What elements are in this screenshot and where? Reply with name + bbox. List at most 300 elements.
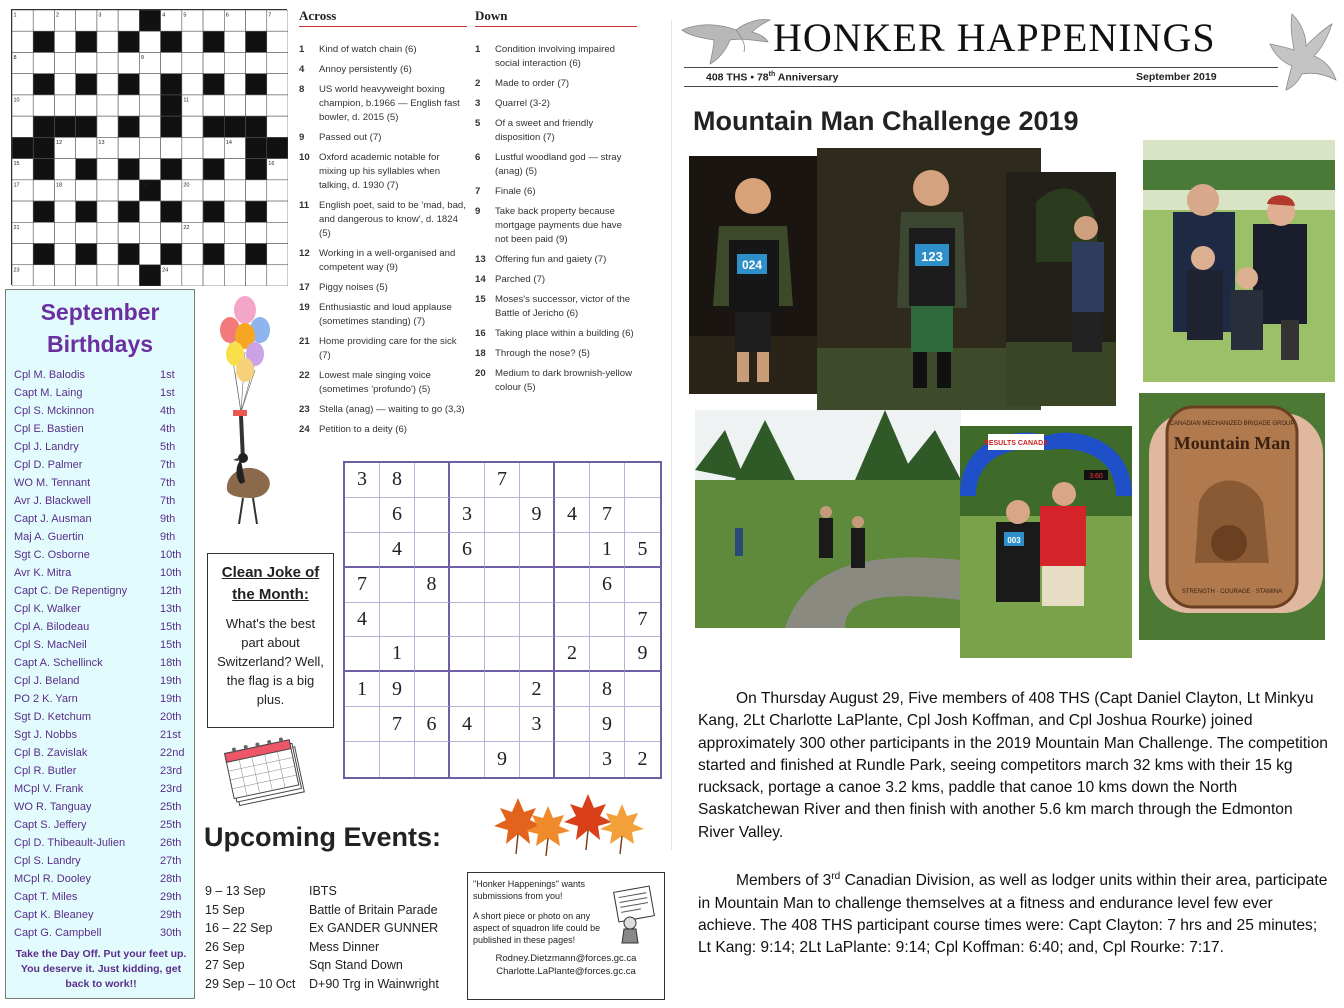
clue-text: Passed out (7) (319, 132, 382, 143)
email-rodney[interactable]: Rodney.Dietzmann@forces.gc.ca (495, 953, 637, 964)
crossword-cell (54, 52, 75, 73)
crossword-cell (224, 31, 245, 52)
clue-number: 3 (475, 98, 481, 109)
birthday-day: 1st (160, 387, 175, 399)
across-clue (299, 301, 467, 329)
crossword-black-cell (246, 116, 267, 137)
crossword-cell (182, 74, 203, 95)
sudoku-cell (415, 742, 450, 777)
sudoku-cell (520, 742, 555, 777)
birthday-row (14, 546, 186, 564)
event-row (205, 882, 465, 901)
sudoku-cell (485, 603, 520, 638)
crossword-number: 11 (183, 97, 190, 104)
crossword-black-cell (33, 31, 54, 52)
birthday-day: 23rd (160, 765, 183, 777)
crossword-cell (97, 116, 118, 137)
clue-text: Lustful woodland god — stray (anag) (5) (495, 152, 622, 177)
crossword-cell (97, 180, 118, 201)
sudoku-cell (625, 498, 660, 533)
crossword-black-cell (76, 244, 97, 265)
crossword-cell (203, 180, 224, 201)
crossword-cell (33, 222, 54, 243)
down-clue (475, 347, 637, 361)
sudoku-cell (555, 568, 590, 603)
across-clue (299, 369, 467, 397)
sudoku-cell (520, 463, 555, 498)
clue-number: 11 (299, 200, 310, 211)
birthday-day: 30th (160, 927, 182, 939)
sudoku-cell (485, 533, 520, 568)
crossword-black-cell (267, 137, 288, 158)
clue-number: 12 (299, 248, 310, 259)
birthday-name: Sgt C. Osborne (14, 549, 90, 561)
crossword-cell (182, 201, 203, 222)
crossword-cell (246, 180, 267, 201)
crossword-black-cell (118, 201, 139, 222)
sudoku-cell (520, 637, 555, 672)
photo-finish-line (960, 426, 1132, 658)
crossword-black-cell (33, 159, 54, 180)
clue-text: English poet, said to be 'mad, bad, and dangerous to know', d. 1824 (5) (319, 200, 466, 239)
crossword-cell (33, 265, 54, 286)
crossword-cell (224, 180, 245, 201)
crossword-black-cell (33, 116, 54, 137)
crossword-cell (246, 10, 267, 31)
crossword-cell (76, 137, 97, 158)
across-clue (299, 247, 467, 275)
crossword-black-cell (12, 137, 33, 158)
sudoku-cell (485, 568, 520, 603)
sudoku-cell: 4 (380, 533, 415, 568)
crossword-black-cell (118, 31, 139, 52)
crossword-cell (76, 180, 97, 201)
crossword-cell (182, 52, 203, 73)
anniversary-number: 78 (756, 71, 769, 84)
clue-number: 13 (475, 254, 486, 265)
crossword-black-cell (33, 74, 54, 95)
submissions-intro: "Honker Happenings" wants submissions from you! (473, 879, 585, 901)
sudoku-cell (590, 603, 625, 638)
clue-text: Stella (anag) — waiting to go (3,3) (319, 404, 465, 415)
sudoku-cell (485, 707, 520, 742)
bib-003: 003 (1007, 536, 1021, 545)
clue-number: 2 (475, 78, 481, 89)
sudoku-cell: 8 (380, 463, 415, 498)
sudoku-cell: 3 (520, 707, 555, 742)
across-clue (299, 43, 467, 57)
crossword-cell (33, 10, 54, 31)
crossword-cell (139, 222, 160, 243)
clue-number: 4 (299, 64, 305, 75)
bib-024: 024 (741, 258, 763, 272)
crossword-cell (54, 95, 75, 116)
clue-number: 18 (475, 348, 486, 359)
birthday-day: 27th (160, 855, 182, 867)
crossword-cell (12, 201, 33, 222)
clue-text: Take back property because mortgage payments due have not been paid (9) (495, 206, 622, 245)
across-clue (299, 151, 467, 193)
clue-text: Made to order (7) (495, 78, 570, 89)
birthday-day: 25th (160, 819, 182, 831)
clue-text: Quarrel (3-2) (495, 98, 550, 109)
crossword-cell (139, 95, 160, 116)
birthday-day: 4th (160, 405, 176, 417)
crossword-number: 10 (13, 97, 20, 104)
birthday-day: 10th (160, 549, 182, 561)
crossword-cell (97, 31, 118, 52)
crossword-black-cell (161, 116, 182, 137)
clue-number: 21 (299, 336, 310, 347)
email-charlotte[interactable]: Charlotte.LaPlante@forces.gc.ca (496, 966, 636, 977)
crossword-cell (267, 222, 288, 243)
sudoku-cell: 3 (345, 463, 380, 498)
birthday-day: 28th (160, 873, 182, 885)
birthday-list (14, 366, 186, 942)
down-clues (475, 8, 637, 401)
sudoku-cell: 6 (590, 568, 625, 603)
crossword-cell (54, 244, 75, 265)
birthday-name: Maj A. Guertin (14, 531, 84, 543)
crossword-number: 7 (268, 12, 272, 19)
submissions-box (467, 872, 665, 1000)
sudoku-cell: 8 (415, 568, 450, 603)
crossword-number: 1 (13, 12, 17, 19)
rising-goose-icon (1262, 10, 1340, 92)
sudoku-cell (625, 463, 660, 498)
flying-goose-icon (680, 8, 772, 66)
crossword-black-cell (203, 74, 224, 95)
across-clue (299, 281, 467, 295)
birthday-row (14, 888, 186, 906)
clue-number: 23 (299, 404, 310, 415)
birthday-name: WO R. Tanguay (14, 801, 92, 813)
birthday-name: Cpl S. MacNeil (14, 639, 87, 651)
crossword-cell (12, 74, 33, 95)
crossword-number: 16 (268, 161, 275, 168)
sudoku-cell (450, 742, 485, 777)
sudoku-cell (555, 603, 590, 638)
photo-trail-march (695, 410, 961, 628)
crossword-cell (267, 74, 288, 95)
crossword-cell (203, 10, 224, 31)
event-name: Mess Dinner (309, 939, 380, 954)
crossword-cell (33, 95, 54, 116)
arch-text: RESULTS CANADA (983, 440, 1049, 447)
anniversary-suffix: th (768, 71, 776, 78)
birthday-day: 7th (160, 477, 176, 489)
birthday-row (14, 744, 186, 762)
birthday-row (14, 510, 186, 528)
crossword-number: 5 (183, 12, 187, 19)
crossword-number: 13 (98, 139, 105, 146)
crossword-black-cell (33, 137, 54, 158)
crossword-number: 3 (98, 12, 102, 19)
sudoku-cell: 5 (625, 533, 660, 568)
crossword-cell (118, 180, 139, 201)
crossword-cell (246, 265, 267, 286)
clue-text: Lowest male singing voice (sometimes 'profundo') (5) (319, 370, 431, 395)
clue-text: Taking place within a building (6) (495, 328, 634, 339)
crossword-black-cell (203, 201, 224, 222)
birthday-day: 15th (160, 639, 182, 651)
paragraph-2-rest: Canadian Division, as well as lodger units within their area, participate in Mountain Man to challenge themselves at a fitness and endurance level few ever achieve. The 408 THS participant course times were: Capt Clayton: 7 hrs and 25 minutes; Lt Kang: 9:14; 2Lt LaPlante: 9:14; Cpl Koffman: 6:40; and, Cpl Rourke: 7:17. (698, 872, 1328, 957)
birthday-name: Capt A. Schellinck (14, 657, 103, 669)
crossword-cell (267, 180, 288, 201)
crossword-number: 19 (140, 182, 148, 189)
crossword-black-cell (76, 159, 97, 180)
event-date: 9 – 13 Sep (205, 884, 266, 898)
crossword-cell (139, 137, 160, 158)
crossword-cell (97, 222, 118, 243)
sudoku-cell (345, 742, 380, 777)
sudoku-cell: 1 (380, 637, 415, 672)
crossword-cell (76, 52, 97, 73)
sudoku-cell: 7 (625, 603, 660, 638)
event-row (205, 975, 465, 994)
birthday-day: 19th (160, 693, 182, 705)
crossword-black-cell (246, 137, 267, 158)
crossword-number: 8 (13, 54, 17, 61)
crossword-number: 23 (13, 267, 20, 274)
birthday-row (14, 636, 186, 654)
sudoku-cell (345, 498, 380, 533)
birthday-day: 29th (160, 891, 182, 903)
across-clue (299, 131, 467, 145)
column-divider (671, 20, 672, 850)
crossword-cell (33, 180, 54, 201)
clue-text: Annoy persistently (6) (319, 64, 412, 75)
sudoku-cell: 7 (485, 463, 520, 498)
event-name: IBTS (309, 884, 337, 898)
sudoku-cell (520, 568, 555, 603)
birthday-name: MCpl V. Frank (14, 783, 84, 795)
crossword-black-cell (161, 31, 182, 52)
crossword-number: 24 (162, 267, 169, 274)
crossword-cell (161, 180, 182, 201)
article-paragraph-1: On Thursday August 29, Five members of 408 THS (Capt Daniel Clayton, Lt Minkyu Kang, 2Lt Charlotte LaPlante, Cpl Josh Koffman, and Cpl Joshua Rourke) joined approximately 300 other participants in the 2019 Mountain Man Challenge. The competition started and finished at Rundle Park, seeing competitors march 32 kms with their 15 kg rucksack, portage a canoe 3.2 kms, paddle that canoe 10 kms down the North Saskatchewan River and then finish with another 5.6 km march through the Edmonton River Valley. (698, 690, 1328, 841)
sudoku-cell (345, 637, 380, 672)
clue-number: 10 (299, 152, 310, 163)
clue-text: Offering fun and gaiety (7) (495, 254, 607, 265)
crossword-cell (224, 52, 245, 73)
birthday-day: 10th (160, 567, 182, 579)
birthday-row (14, 438, 186, 456)
crossword-black-cell (161, 74, 182, 95)
sudoku-cell: 7 (345, 568, 380, 603)
sudoku-cell: 1 (590, 533, 625, 568)
sudoku-cell: 9 (520, 498, 555, 533)
clue-text: Kind of watch chain (6) (319, 44, 417, 55)
newsletter-masthead: HONKER HAPPENINGS (773, 15, 1216, 60)
crossword-cell (12, 116, 33, 137)
birthday-row (14, 834, 186, 852)
photo-medal (1139, 393, 1325, 640)
down-heading: Down (475, 8, 637, 27)
birthday-name: Capt M. Laing (14, 387, 83, 399)
birthdays-title: September Birthdays (40, 299, 160, 357)
crossword-cell (182, 244, 203, 265)
sudoku-cell (415, 603, 450, 638)
down-clue (475, 293, 637, 321)
sudoku-cell: 4 (450, 707, 485, 742)
crossword-cell (97, 95, 118, 116)
birthday-name: Capt T. Miles (14, 891, 78, 903)
birthday-name: Cpl S. Mckinnon (14, 405, 95, 417)
crossword-black-cell (203, 159, 224, 180)
birthday-row (14, 906, 186, 924)
clue-number: 20 (475, 368, 486, 379)
medal-title: Mountain Man (1173, 433, 1291, 453)
crossword-cell (139, 201, 160, 222)
clue-text: Parched (7) (495, 274, 546, 285)
clue-text: Oxford academic notable for mixing up his syllables when talking, d. 1930 (7) (319, 152, 441, 191)
sudoku-puzzle (343, 461, 662, 779)
crossword-cell (139, 116, 160, 137)
sudoku-cell: 3 (590, 742, 625, 777)
crossword-cell (118, 222, 139, 243)
birthday-row (14, 924, 186, 942)
crossword-black-cell (76, 201, 97, 222)
crossword-cell (224, 244, 245, 265)
crossword-cell (97, 52, 118, 73)
crossword-cell (118, 137, 139, 158)
crossword-black-cell (139, 10, 160, 31)
across-clue (299, 63, 467, 77)
sudoku-cell (485, 672, 520, 707)
newspaper-reader-icon (610, 885, 658, 947)
birthday-day: 21st (160, 729, 181, 741)
birthday-name: Sgt J. Nobbs (14, 729, 77, 741)
sudoku-cell (415, 672, 450, 707)
crossword-black-cell (246, 201, 267, 222)
events-title: Upcoming Events: (204, 822, 442, 852)
clue-number: 7 (475, 186, 481, 197)
crossword-cell (224, 74, 245, 95)
crossword-cell (76, 95, 97, 116)
joke-box (207, 553, 334, 728)
birthday-row (14, 780, 186, 798)
clue-number: 5 (475, 118, 481, 129)
crossword-number: 21 (13, 224, 20, 231)
birthday-row (14, 402, 186, 420)
sudoku-cell (415, 498, 450, 533)
birthday-name: Cpl R. Butler (14, 765, 77, 777)
clue-text: Moses's successor, victor of the Battle of Jericho (6) (495, 294, 631, 319)
crossword-cell (203, 137, 224, 158)
crossword-cell (182, 159, 203, 180)
clue-number: 1 (475, 44, 481, 55)
birthdays-panel (5, 289, 195, 999)
anniversary-word: Anniversary (777, 71, 839, 84)
article-title: Mountain Man Challenge 2019 (693, 106, 1079, 136)
crossword-cell (12, 31, 33, 52)
sudoku-cell (345, 533, 380, 568)
birthday-name: Avr K. Mitra (14, 567, 72, 579)
sudoku-cell (625, 707, 660, 742)
crossword-cell (224, 222, 245, 243)
crossword-black-cell (54, 116, 75, 137)
crossword-black-cell (246, 31, 267, 52)
birthday-day: 23rd (160, 783, 183, 795)
birthday-row (14, 762, 186, 780)
crossword-cell (118, 265, 139, 286)
crossword-black-cell (76, 74, 97, 95)
crossword-cell (97, 265, 118, 286)
sudoku-cell (415, 463, 450, 498)
crossword-cell (118, 10, 139, 31)
medal-top-text: CANADIAN MECHANIZED BRIGADE GROUP (1169, 421, 1295, 427)
crossword-black-cell (118, 74, 139, 95)
crossword-cell (97, 244, 118, 265)
sudoku-cell: 6 (450, 533, 485, 568)
crossword-black-cell (118, 116, 139, 137)
sudoku-cell (485, 498, 520, 533)
sudoku-cell: 1 (345, 672, 380, 707)
issue-unit: 408 THS • 78th Anniversary (706, 71, 839, 84)
birthday-name: PO 2 K. Yarn (14, 693, 78, 705)
clue-number: 24 (299, 424, 310, 435)
clue-text: Medium to dark brownish-yellow colour (5) (495, 368, 633, 393)
across-clue (299, 423, 467, 437)
clue-number: 19 (299, 302, 310, 313)
crossword-cell (267, 201, 288, 222)
crossword-cell (203, 265, 224, 286)
down-clue (475, 77, 637, 91)
crossword-cell (182, 137, 203, 158)
birthday-row (14, 798, 186, 816)
event-date: 26 Sep (205, 939, 245, 954)
crossword-number: 2 (55, 12, 60, 19)
birthday-day: 12th (160, 585, 182, 597)
crossword-cell (224, 159, 245, 180)
crossword-cell (267, 116, 288, 137)
down-clue (475, 367, 637, 395)
clue-number: 9 (299, 132, 305, 143)
crossword-black-cell (161, 159, 182, 180)
sudoku-cell: 4 (555, 498, 590, 533)
clue-number: 16 (475, 328, 486, 339)
birthday-row (14, 870, 186, 888)
crossword-black-cell (118, 244, 139, 265)
crossword-number: 9 (140, 54, 144, 61)
birthday-name: Cpl S. Landry (14, 855, 81, 867)
crossword-cell (267, 244, 288, 265)
sudoku-cell (380, 603, 415, 638)
birthday-name: Capt G. Campbell (14, 927, 102, 939)
birthday-day: 20th (160, 711, 182, 723)
crossword-black-cell (203, 116, 224, 137)
sudoku-cell: 6 (380, 498, 415, 533)
birthday-day: 1st (160, 369, 175, 381)
down-clue (475, 327, 637, 341)
across-clue (299, 403, 467, 417)
birthday-row (14, 618, 186, 636)
birthday-name: Cpl D. Palmer (14, 459, 83, 471)
crossword-cell (97, 159, 118, 180)
sudoku-cell: 2 (637, 748, 648, 771)
sudoku-cell (625, 672, 660, 707)
sudoku-cell: 9 (380, 672, 415, 707)
crossword-cell (118, 52, 139, 73)
unit-name: 408 THS (706, 71, 748, 84)
birthday-day: 5th (160, 441, 176, 453)
event-name: Battle of Britain Parade (309, 902, 438, 917)
crossword-cell (267, 52, 288, 73)
crossword-svg (12, 10, 288, 286)
birthday-row (14, 366, 186, 384)
birthday-day: 22nd (160, 747, 185, 759)
